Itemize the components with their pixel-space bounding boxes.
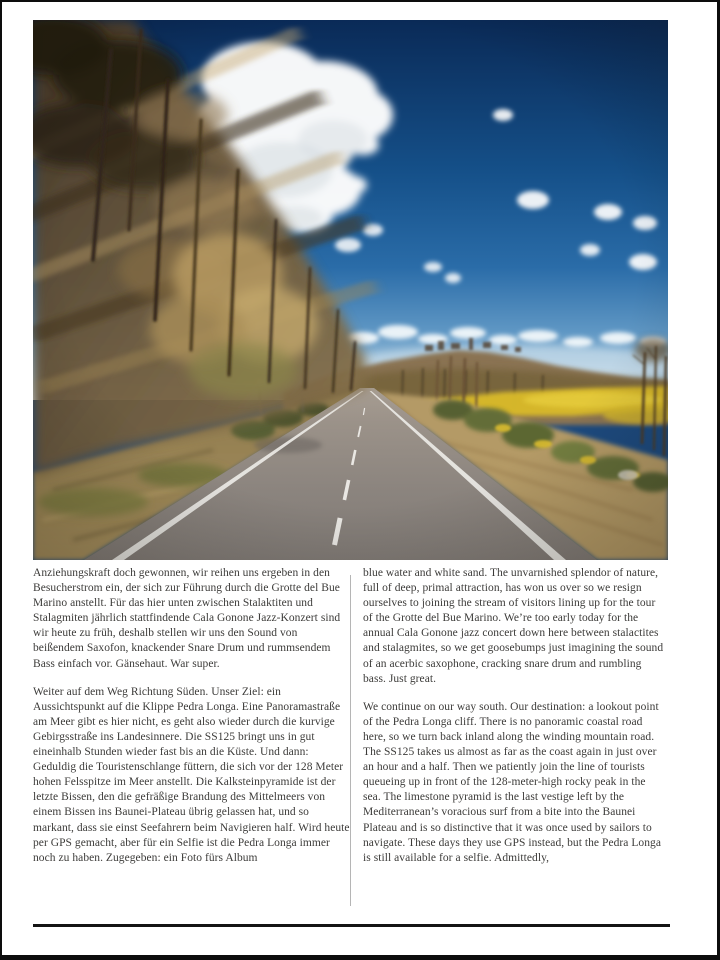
- paragraph-german-1: Anziehungskraft doch gewonnen, wir reihen uns ergeben in den Besucherstrom ein, der sich zur Führung durch die Grotte del Bue Marino anstellt. Für das hier unten zwischen Stalaktiten und Stalagmiten jährlich stattfindende Cala Gonone Jazz-Konzert sind wir heute zu früh, deshalb stellen wir uns den Sound von beißendem Saxofon, knackender Snare Drum und rummsendem Bass einfach vor. Gänsehaut. War super.: [33, 567, 341, 670]
- paragraph-german-2: Weiter auf dem Weg Richtung Süden. Unser Ziel: ein Aussichtspunkt auf die Klippe Pedra Longa. Eine Panoramastraße am Meer gibt es hier nicht, es geht also wieder durch die kurvige Gebirgsstraße ins Landesinnere. Die SS125 bringt uns in gut eineinhalb Stunden wieder fast bis an die Küste. Und dann: Geduldig die Touristenschlange füttern, die sich vor der 128 Meter hohen Felsspitze im Meer anstellt. Die Kalksteinpyramide ist der letzte Bissen, den die gefräßige Brandung des Mittelmeers von einem Bissen ins Baunei-Plateau übrig gelassen hat, und so markant, dass sie einst Seefahrern beim Navigieren half. Wird heute per GPS gemacht, aber für ein Selfie ist die Pedra Longa immer noch zu haben. Zugegeben: ein Foto fürs Album: [33, 685, 350, 864]
- text-column-english: [363, 566, 664, 866]
- column-divider: [350, 575, 351, 906]
- vignette: [33, 20, 668, 560]
- road-photo: [33, 20, 668, 560]
- paragraph-english-2: We continue on our way south. Our destination: a lookout point of the Pedra Longa cliff. There is no panoramic coastal road here, so we turn back inland along the winding mountain road. The SS125 takes us almost as far as the coast again in just over an hour and a half. Then we patiently join the line of tourists queueing up in front of the 128-meter-high rocky peak in the sea. The limestone pyramid is the last vestige left by the Mediterranean’s voracious surf from a bite into the Baunei Plateau and is so distinctive that it was once used by sailors to navigate. These days they use GPS instead, but the Pedra Longa is still available for a selfie. Admittedly,: [363, 700, 661, 864]
- text-column-german: [33, 566, 350, 866]
- road-photo-art: [33, 20, 668, 560]
- bottom-rule: [33, 924, 670, 927]
- paragraph-english-1: blue water and white sand. The unvarnished splendor of nature, full of deep, primal attraction, has won us over so we resign ourselves to joining the stream of visitors lining up for the tour of the Grotte del Bue Marino. We’re too early today for the annual Cala Gonone jazz concert down here between stalactites and stalagmites, so we get goosebumps just imagining the sound of an acerbic saxophone, cracking snare drum and rumbling bass. Just great.: [363, 567, 664, 685]
